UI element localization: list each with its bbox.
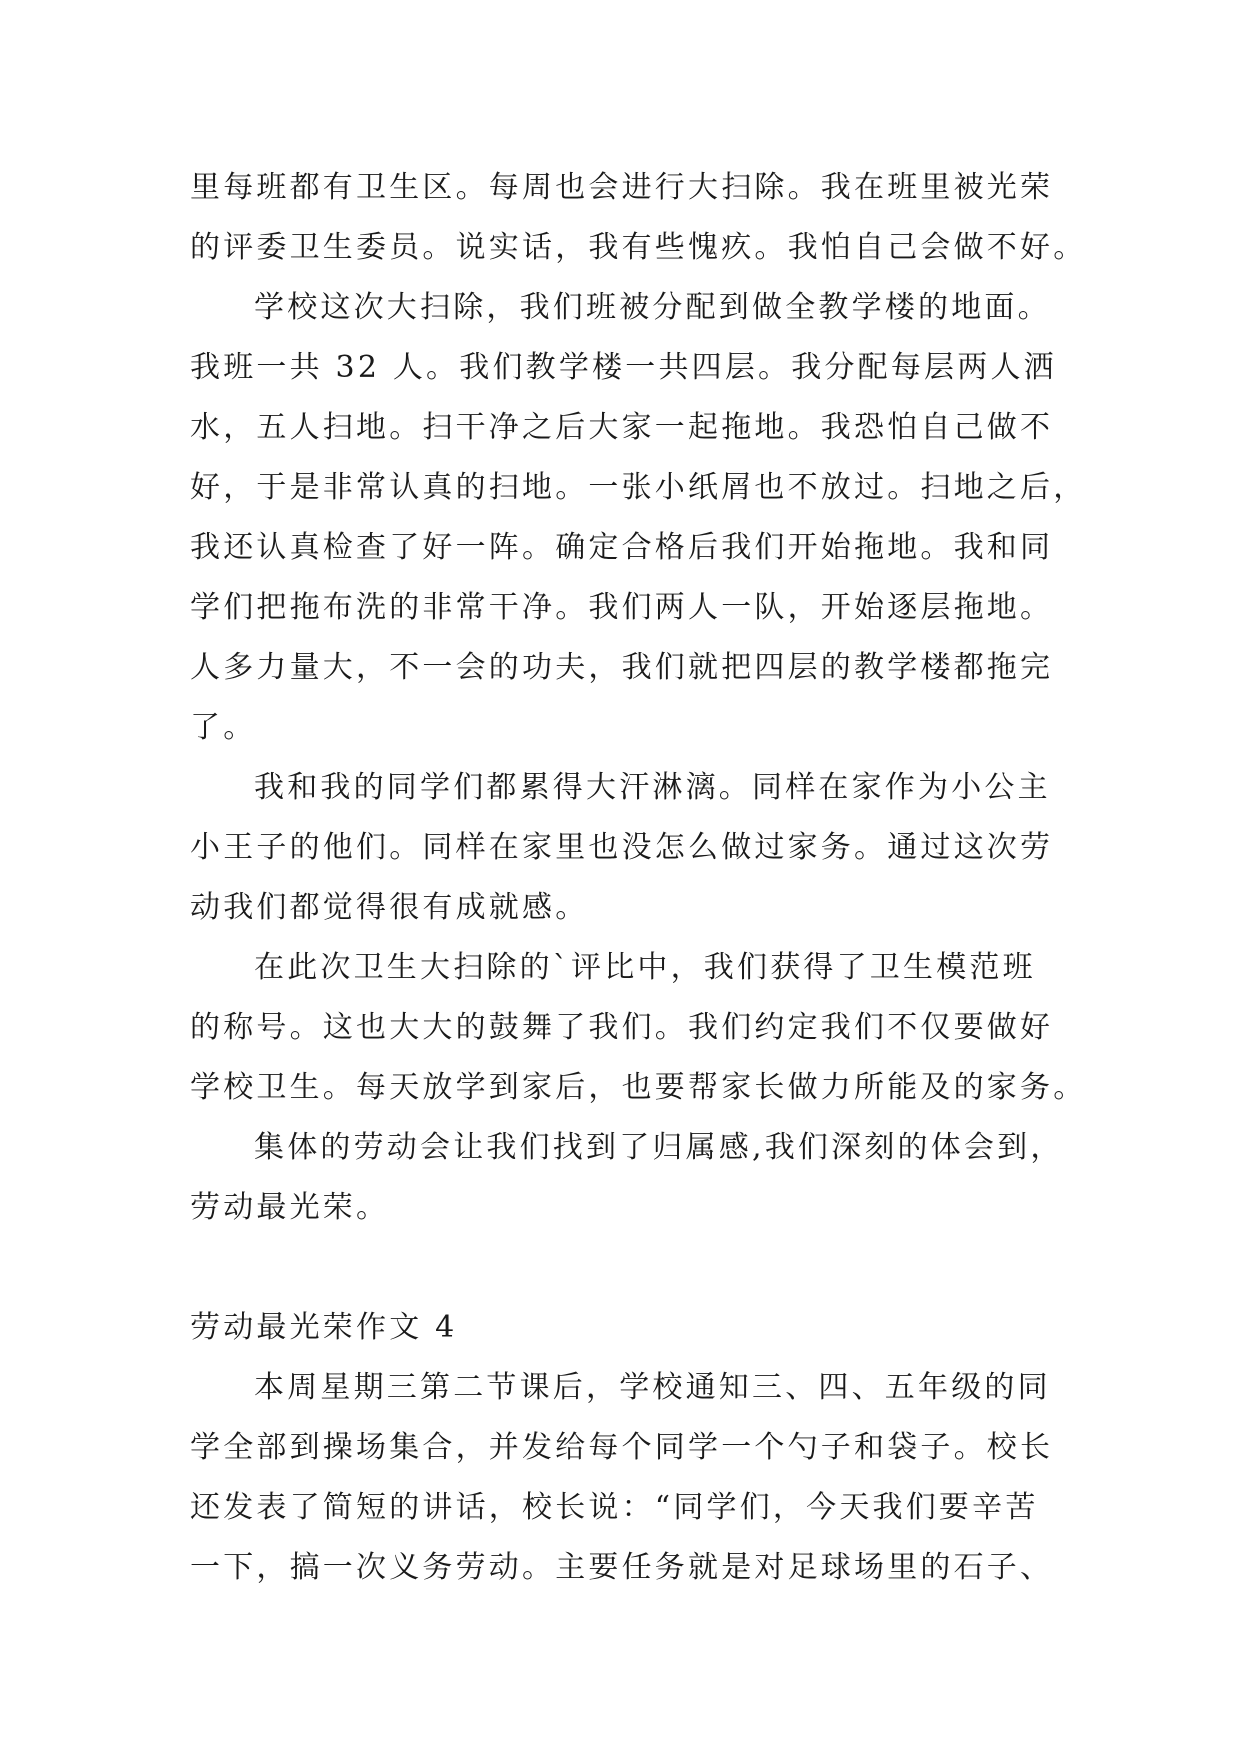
text-line: 动我们都觉得很有成就感。 xyxy=(190,890,589,925)
text-line: 学全部到操场集合，并发给每个同学一个勺子和袋子。校长 xyxy=(190,1430,1054,1465)
text-line: 我还认真检查了好一阵。确定合格后我们开始拖地。我和同 xyxy=(190,530,1054,565)
section-spacer xyxy=(190,1238,1070,1298)
text-line: 好，于是非常认真的扫地。一张小纸屑也不放过。扫地之后， xyxy=(190,470,1087,505)
text-line: 我班一共 32 人。我们教学楼一共四层。我分配每层两人洒 xyxy=(190,350,1057,385)
section-heading: 劳动最光荣作文 4 xyxy=(190,1310,458,1345)
text-line: 里每班都有卫生区。每周也会进行大扫除。我在班里被光荣 xyxy=(190,170,1054,205)
text-line: 还发表了简短的讲话，校长说：“同学们，今天我们要辛苦 xyxy=(190,1490,1039,1525)
text-line: 水，五人扫地。扫干净之后大家一起拖地。我恐怕自己做不 xyxy=(190,410,1054,445)
paragraph-start-line: 本周星期三第二节课后，学校通知三、四、五年级的同 xyxy=(254,1370,1051,1405)
document-body xyxy=(190,158,1087,1598)
text-line: 学校卫生。每天放学到家后，也要帮家长做力所能及的家务。 xyxy=(190,1070,1087,1105)
paragraph-start-line: 学校这次大扫除，我们班被分配到做全教学楼的地面。 xyxy=(254,290,1051,325)
text-line: 劳动最光荣。 xyxy=(190,1190,390,1225)
text-line: 小王子的他们。同样在家里也没怎么做过家务。通过这次劳 xyxy=(190,830,1054,865)
text-line: 的称号。这也大大的鼓舞了我们。我们约定我们不仅要做好 xyxy=(190,1010,1054,1045)
text-line: 学们把拖布洗的非常干净。我们两人一队，开始逐层拖地。 xyxy=(190,590,1054,625)
paragraph-start-line: 集体的劳动会让我们找到了归属感,我们深刻的体会到， xyxy=(254,1130,1064,1165)
paragraph-start-line: 我和我的同学们都累得大汗淋漓。同样在家作为小公主 xyxy=(254,770,1051,805)
text-line: 了。 xyxy=(190,710,257,745)
text-line: 人多力量大，不一会的功夫，我们就把四层的教学楼都拖完 xyxy=(190,650,1054,685)
text-line: 一下，搞一次义务劳动。主要任务就是对足球场里的石子、 xyxy=(190,1550,1054,1585)
paragraph-start-line: 在此次卫生大扫除的`评比中，我们获得了卫生模范班 xyxy=(254,950,1036,985)
text-line: 的评委卫生委员。说实话，我有些愧疚。我怕自己会做不好。 xyxy=(190,230,1087,265)
